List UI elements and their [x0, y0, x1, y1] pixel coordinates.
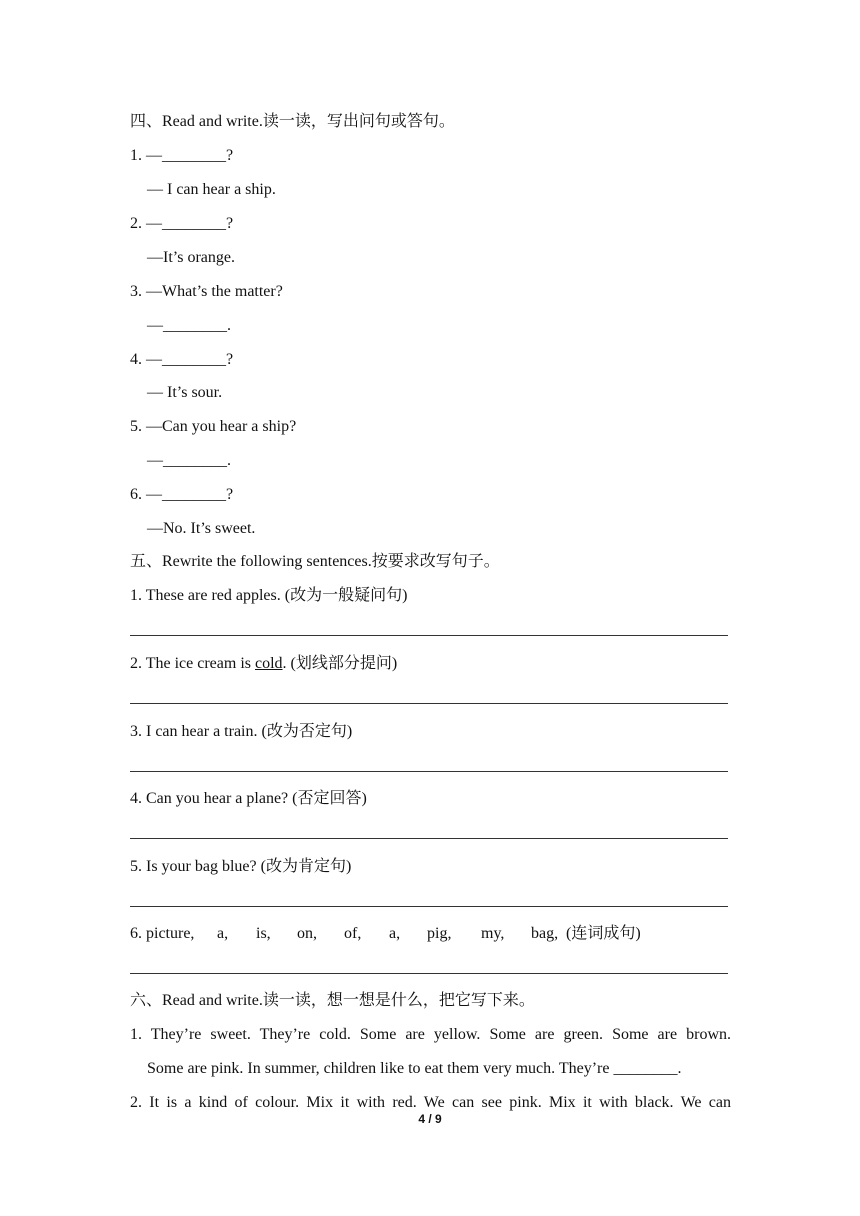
s5-q1: 1. These are red apples. (改为一般疑问句) [130, 587, 408, 604]
s5-q6-word: on, [297, 925, 317, 942]
s5-q6-word: of, [344, 925, 362, 942]
s6-p1-line1: 1. They’re sweet. They’re cold. Some are yellow. Some are green. Some are brown. [130, 1026, 731, 1043]
s5-q5: 5. Is your bag blue? (改为肯定句) [130, 858, 352, 875]
s4-q5-question: 5. —Can you hear a ship? [130, 418, 297, 435]
s4-q4-question: 4. —________? [130, 351, 234, 368]
answer-line-4 [130, 838, 728, 839]
answer-line-2 [130, 703, 728, 704]
s5-q6-word: bag, [531, 925, 559, 942]
s5-q2-underlined-word: cold [254, 655, 283, 672]
s4-q5-answer: —________. [147, 452, 231, 469]
s5-q2 [130, 653, 397, 675]
section-6-heading: 六、Read and write.读一读，想一想是什么，把它写下来。 [130, 992, 535, 1009]
s4-q2-question: 2. —________? [130, 215, 234, 232]
section-5-heading: 五、Rewrite the following sentences.按要求改写句子。 [130, 553, 500, 570]
s4-q2-answer: —It’s orange. [147, 249, 235, 266]
s6-p1-line2: Some are pink. In summer, children like to eat them very much. They’re ________. [147, 1060, 682, 1077]
s5-q2-pre: 2. The ice cream is [130, 655, 255, 672]
s5-q6-word: 6. picture, [130, 925, 195, 942]
s5-q6-word: pig, [427, 925, 452, 942]
s5-q4: 4. Can you hear a plane? (否定回答) [130, 790, 367, 807]
s4-q6-answer: —No. It’s sweet. [147, 520, 256, 537]
answer-line-1 [130, 635, 728, 636]
s4-q3-answer: —________. [147, 317, 231, 334]
s5-q6-word: is, [256, 925, 271, 942]
s5-q6-word: a, [389, 925, 401, 942]
s6-p2-line1: 2. It is a kind of colour. Mix it with red. We can see pink. Mix it with black. We can [130, 1094, 731, 1111]
page-number: 4 / 9 [418, 1112, 442, 1126]
s4-q1-question: 1. —________? [130, 147, 234, 164]
answer-line-5 [130, 906, 728, 907]
s5-q6-word: a, [217, 925, 229, 942]
s4-q3-question: 3. —What’s the matter? [130, 283, 283, 300]
s4-q6-question: 6. —________? [130, 486, 234, 503]
s5-q6-word: (连词成句) [566, 925, 641, 942]
answer-line-6 [130, 973, 728, 974]
s5-q3: 3. I can hear a train. (改为否定句) [130, 723, 353, 740]
s4-q1-answer: — I can hear a ship. [147, 181, 276, 198]
answer-line-3 [130, 771, 728, 772]
s5-q2-post: . (划线部分提问) [282, 655, 398, 672]
s4-q4-answer: — It’s sour. [147, 384, 223, 401]
s5-q6-word: my, [481, 925, 505, 942]
section-4-heading: 四、Read and write.读一读，写出问句或答句。 [130, 113, 455, 130]
